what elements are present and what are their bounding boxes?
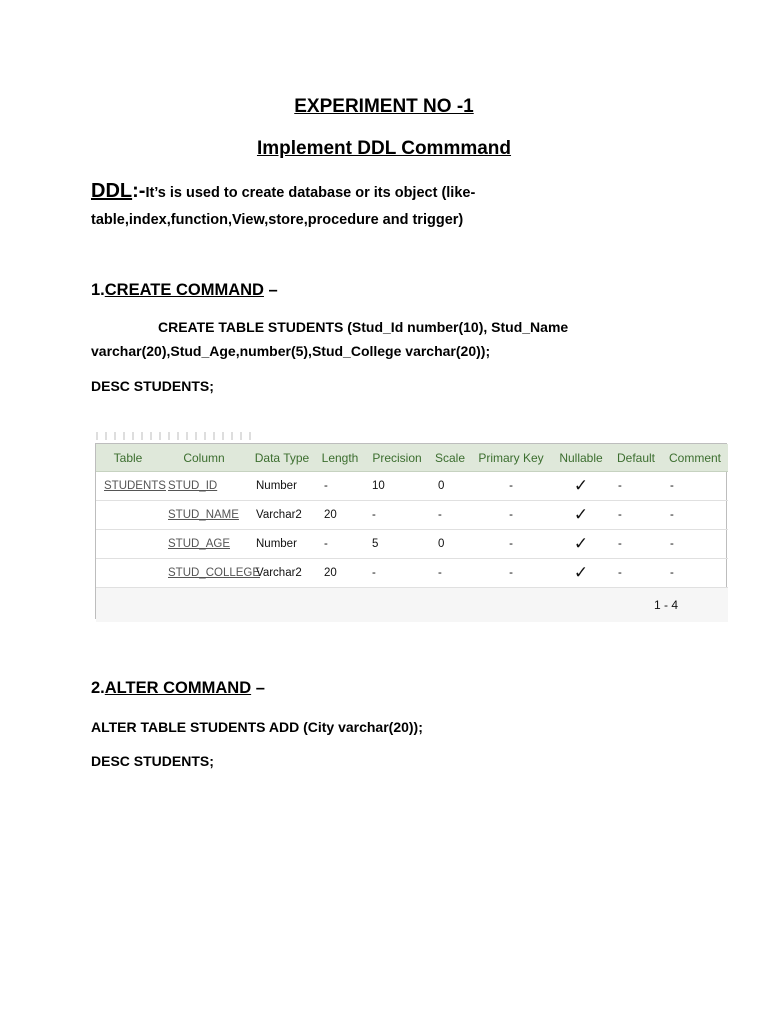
table-footer-row: [96, 588, 728, 623]
header-table: Table: [96, 444, 160, 472]
cell-default: -: [610, 501, 662, 530]
header-nullable: Nullable: [552, 444, 610, 472]
header-primary-key: Primary Key: [470, 444, 552, 472]
cell-table-link: [96, 530, 160, 559]
create-dash: –: [263, 281, 278, 299]
check-icon: ✓: [552, 559, 610, 588]
cell-table-link: [96, 501, 160, 530]
cell-comment: -: [662, 559, 728, 588]
students-describe-table: [95, 443, 727, 619]
desc-statement-2: DESC STUDENTS;: [91, 753, 214, 769]
ddl-description: It’s is used to create database or its object (like-table,index,function,View,store,procedure and trigger): [91, 185, 476, 228]
create-statement: [91, 315, 691, 363]
experiment-subtitle: Implement DDL Commmand: [256, 138, 512, 159]
header-column: Column: [160, 444, 248, 472]
ddl-term: DDL: [91, 180, 133, 202]
cell-column-link[interactable]: STUD_AGE: [160, 530, 248, 559]
table-row: [96, 501, 728, 530]
header-comment: Comment: [662, 444, 728, 472]
header-default: Default: [610, 444, 662, 472]
cell-length: -: [316, 472, 364, 501]
ddl-definition: [91, 178, 691, 234]
create-number: 1.: [91, 281, 105, 299]
experiment-title: EXPERIMENT NO -1: [294, 96, 474, 117]
cell-precision: 5: [364, 530, 430, 559]
cell-default: -: [610, 559, 662, 588]
cell-primary-key: -: [470, 530, 552, 559]
check-icon: ✓: [552, 472, 610, 501]
cell-length: 20: [316, 559, 364, 588]
table-row: [96, 530, 728, 559]
alter-heading-text: ALTER COMMAND: [104, 679, 252, 697]
cell-table-link[interactable]: STUDENTS: [96, 472, 160, 501]
header-length: Length: [316, 444, 364, 472]
cell-precision: 10: [364, 472, 430, 501]
cell-precision: -: [364, 501, 430, 530]
cell-primary-key: -: [470, 472, 552, 501]
faint-caption-artifact: [96, 432, 256, 440]
desc-statement-1: DESC STUDENTS;: [91, 378, 214, 394]
cell-column-link[interactable]: STUD_ID: [160, 472, 248, 501]
cell-comment: -: [662, 501, 728, 530]
cell-default: -: [610, 530, 662, 559]
header-data-type: Data Type: [248, 444, 316, 472]
cell-data-type: Varchar2: [248, 501, 316, 530]
row-count-label: 1 - 4: [96, 588, 728, 623]
create-stmt-line2: varchar(20),Stud_Age,number(5),Stud_College varchar(20));: [91, 343, 491, 359]
cell-primary-key: -: [470, 501, 552, 530]
cell-data-type: Varchar2: [248, 559, 316, 588]
create-heading-text: CREATE COMMAND: [104, 281, 264, 299]
alter-statement: ALTER TABLE STUDENTS ADD (City varchar(20));: [91, 719, 423, 735]
cell-comment: -: [662, 530, 728, 559]
alter-dash: –: [251, 679, 265, 697]
cell-table-link: [96, 559, 160, 588]
header-scale: Scale: [430, 444, 470, 472]
cell-data-type: Number: [248, 530, 316, 559]
table-row: [96, 472, 728, 501]
cell-column-link[interactable]: STUD_NAME: [160, 501, 248, 530]
cell-data-type: Number: [248, 472, 316, 501]
check-icon: ✓: [552, 530, 610, 559]
cell-scale: 0: [430, 472, 470, 501]
alter-heading: [91, 679, 265, 698]
cell-scale: -: [430, 559, 470, 588]
cell-precision: -: [364, 559, 430, 588]
alter-number: 2.: [91, 679, 105, 697]
cell-primary-key: -: [470, 559, 552, 588]
cell-default: -: [610, 472, 662, 501]
cell-comment: -: [662, 472, 728, 501]
create-heading: [91, 281, 278, 300]
table-row: [96, 559, 728, 588]
table-header-row: [96, 444, 728, 472]
cell-scale: -: [430, 501, 470, 530]
ddl-separator: :-: [132, 180, 146, 202]
create-stmt-line1: CREATE TABLE STUDENTS (Stud_Id number(10), Stud_Name: [158, 319, 569, 335]
cell-length: 20: [316, 501, 364, 530]
check-icon: ✓: [552, 501, 610, 530]
cell-column-link[interactable]: STUD_COLLEGE: [160, 559, 248, 588]
cell-scale: 0: [430, 530, 470, 559]
cell-length: -: [316, 530, 364, 559]
header-precision: Precision: [364, 444, 430, 472]
